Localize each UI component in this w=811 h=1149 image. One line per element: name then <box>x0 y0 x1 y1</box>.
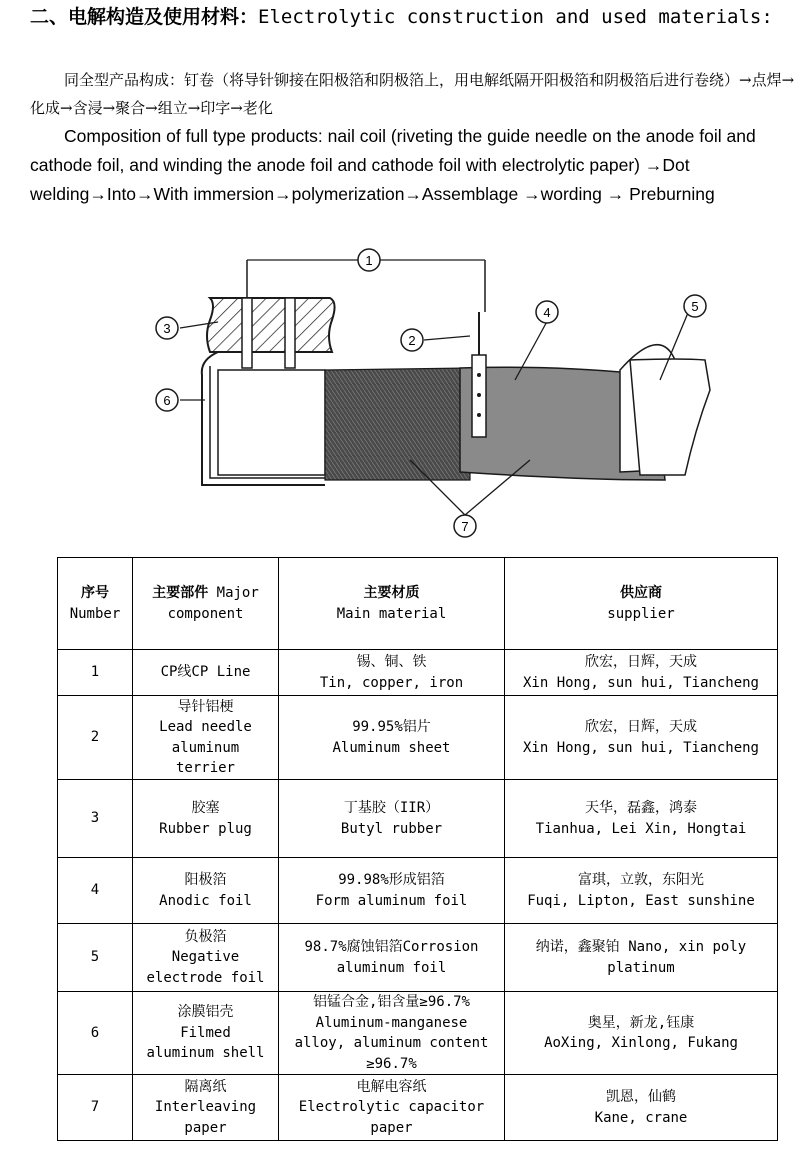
materials-table <box>57 557 778 1141</box>
cell-component: 导针铝梗 Lead needle aluminum terrier <box>133 696 279 780</box>
cell-component: 负极箔 Negative electrode foil <box>133 924 279 992</box>
svg-text:2: 2 <box>408 333 416 348</box>
cell-supplier: 富琪，立敦，东阳光 Fuqi, Lipton, East sunshine <box>505 858 778 924</box>
svg-text:5: 5 <box>691 299 699 314</box>
cell-supplier: 纳诺，鑫聚铂 Nano, xin poly platinum <box>505 924 778 992</box>
callout-6 <box>156 389 178 411</box>
svg-text:3: 3 <box>163 321 171 336</box>
cell-component: 涂膜铝壳 Filmed aluminum shell <box>133 992 279 1075</box>
table-row <box>58 992 778 1075</box>
cell-supplier: 欣宏，日辉，天成 Xin Hong, sun hui, Tiancheng <box>505 650 778 696</box>
header-supplier: 供应商 supplier <box>505 558 778 650</box>
svg-text:4: 4 <box>543 305 551 320</box>
cell-supplier: 凯恩，仙鹤 Kane, crane <box>505 1075 778 1141</box>
callout-4 <box>536 301 558 323</box>
callout-5 <box>684 295 706 317</box>
cell-supplier: 奥星，新龙,钰康 AoXing, Xinlong, Fukang <box>505 992 778 1075</box>
cell-number: 5 <box>58 924 133 992</box>
cell-supplier: 天华，磊鑫，鸿泰 Tianhua, Lei Xin, Hongtai <box>505 780 778 858</box>
intro-paragraph-zh: 同全型产品构成：钉卷（将导针铆接在阳极箔和阴极箔上，用电解纸隔开阳极箔和阴极箔后进行卷绕）→点焊→化成→含浸→聚合→组立→印字→老化 <box>30 71 795 117</box>
callout-7 <box>454 515 476 537</box>
cell-number: 1 <box>58 650 133 696</box>
cell-material: 丁基胶（IIR） Butyl rubber <box>279 780 505 858</box>
wound-element <box>325 368 470 480</box>
cell-number: 2 <box>58 696 133 780</box>
cell-number: 4 <box>58 858 133 924</box>
header-number: 序号 Number <box>58 558 133 650</box>
cell-component: CP线CP Line <box>133 650 279 696</box>
cell-material: 铝锰合金,铝含量≥96.7% Aluminum-manganese alloy, aluminum content ≥96.7% <box>279 992 505 1075</box>
section-heading-zh: 二、电解构造及使用材料： <box>30 6 259 28</box>
aluminum-shell <box>202 352 325 485</box>
section-heading <box>30 4 790 30</box>
cell-material: 锡、铜、铁 Tin, copper, iron <box>279 650 505 696</box>
cell-material: 98.7%腐蚀铝箔Corrosion aluminum foil <box>279 924 505 992</box>
header-material: 主要材质 Main material <box>279 558 505 650</box>
cell-material: 99.98%形成铝箔 Form aluminum foil <box>279 858 505 924</box>
svg-text:7: 7 <box>461 519 469 534</box>
table-row <box>58 858 778 924</box>
callout-3 <box>156 317 178 339</box>
cell-component: 胶塞 Rubber plug <box>133 780 279 858</box>
rubber-plug <box>207 298 335 368</box>
cell-number: 3 <box>58 780 133 858</box>
cell-component: 隔离纸 Interleaving paper <box>133 1075 279 1141</box>
cell-material: 99.95%铝片 Aluminum sheet <box>279 696 505 780</box>
table-header-row <box>58 558 778 650</box>
callout-2 <box>401 329 423 351</box>
section-heading-en: Electrolytic construction and used materials: <box>258 6 773 28</box>
cell-number: 7 <box>58 1075 133 1141</box>
table-body <box>58 650 778 1141</box>
capacitor-construction-diagram <box>140 240 725 540</box>
cell-supplier: 欣宏，日辉，天成 Xin Hong, sun hui, Tiancheng <box>505 696 778 780</box>
callout-1 <box>358 249 380 271</box>
table-row <box>58 924 778 992</box>
table-row <box>58 780 778 858</box>
svg-text:6: 6 <box>163 393 171 408</box>
table-row <box>58 1075 778 1141</box>
cell-number: 6 <box>58 992 133 1075</box>
table-row <box>58 650 778 696</box>
header-component: 主要部件 Major component <box>133 558 279 650</box>
cell-component: 阳极箔 Anodic foil <box>133 858 279 924</box>
cell-material: 电解电容纸 Electrolytic capacitor paper <box>279 1075 505 1141</box>
intro-paragraph-en: Composition of full type products: nail coil (riveting the guide needle on the anode foil and cathode foil, and winding the anode foil and cathode foil with electrolytic paper) →Dot welding→Into→With immersion→polymerization→Assemblage →wording → Preburning <box>30 126 756 204</box>
table-row <box>58 696 778 780</box>
svg-text:1: 1 <box>365 253 373 268</box>
cathode-foil <box>620 345 710 475</box>
